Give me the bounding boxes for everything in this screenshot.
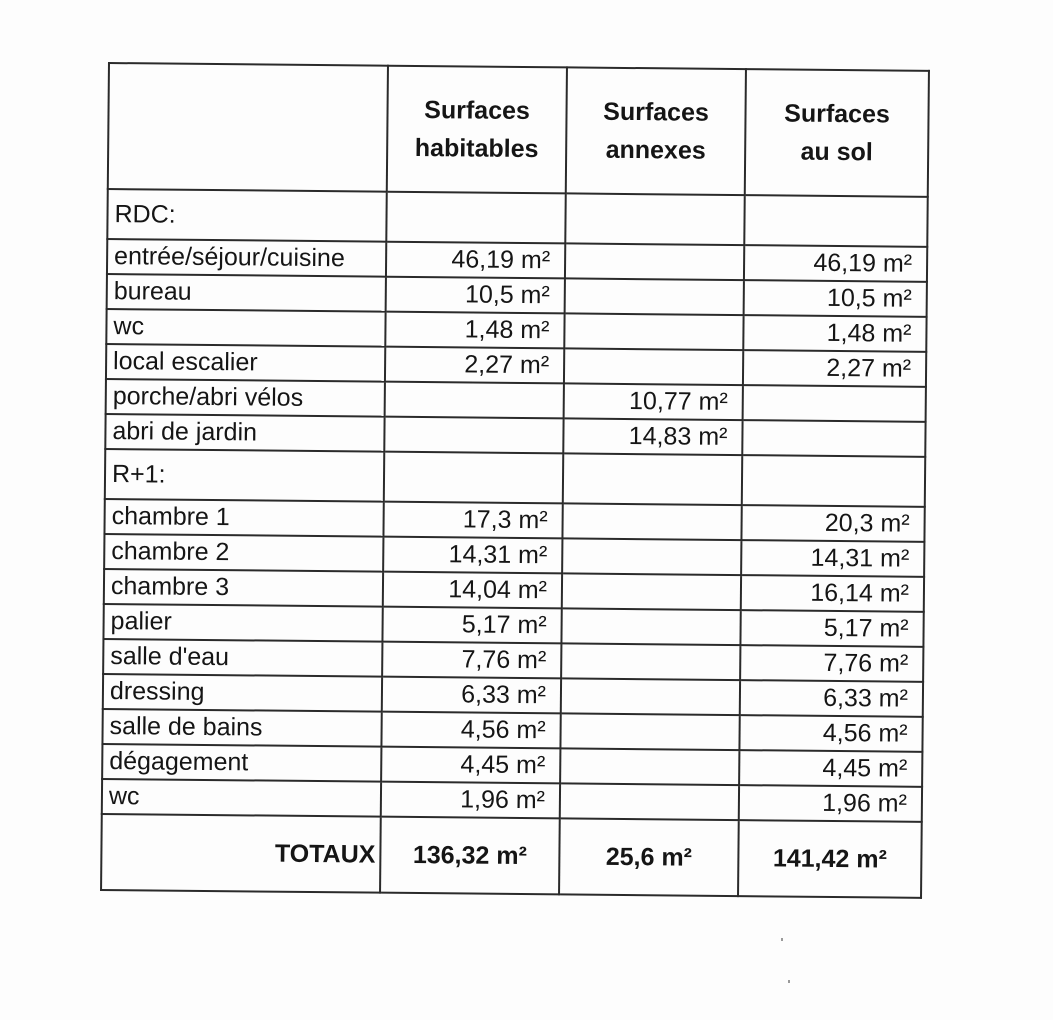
annexe-surface-cell <box>563 453 742 505</box>
room-label: wc <box>102 779 381 817</box>
ground-surface-cell <box>742 455 925 507</box>
header-surfaces-annexes <box>566 67 746 195</box>
total-sol: 141,42 m² <box>738 820 922 898</box>
ground-surface-cell: 1,48 m² <box>743 315 926 352</box>
habitable-surface-cell: 14,04 m² <box>383 572 562 609</box>
annexe-surface-cell: 14,83 m² <box>563 418 742 455</box>
section-label: RDC: <box>107 189 386 242</box>
annexe-surface-cell <box>561 643 740 680</box>
section-label: R+1: <box>105 449 384 502</box>
annexe-surface-cell <box>564 313 743 350</box>
ground-surface-cell: 5,17 m² <box>740 610 923 647</box>
annexe-surface-cell <box>561 678 740 715</box>
ground-surface-cell <box>744 195 927 247</box>
annexe-surface-cell <box>565 193 744 245</box>
room-label: palier <box>103 604 382 642</box>
header-line: Surfaces <box>603 97 709 127</box>
scan-speck <box>788 980 790 983</box>
habitable-surface-cell: 10,5 m² <box>386 277 565 314</box>
room-label: salle de bains <box>102 709 381 747</box>
annexe-surface-cell: 10,77 m² <box>564 383 743 420</box>
header-empty-cell <box>108 63 388 192</box>
habitable-surface-cell: 1,96 m² <box>381 782 560 819</box>
ground-surface-cell: 4,56 m² <box>739 715 922 752</box>
scan-speck <box>781 938 783 941</box>
header-line: habitables <box>414 133 539 164</box>
habitable-surface-cell: 1,48 m² <box>385 312 564 349</box>
habitable-surface-cell: 4,45 m² <box>381 747 560 784</box>
totals-row <box>101 814 922 898</box>
ground-surface-cell <box>742 420 925 457</box>
header-line: au sol <box>800 137 873 167</box>
habitable-surface-cell: 7,76 m² <box>382 642 561 679</box>
habitable-surface-cell <box>385 382 564 419</box>
header-row <box>108 63 929 197</box>
annexe-surface-cell <box>565 278 744 315</box>
total-annexe: 25,6 m² <box>559 818 739 896</box>
habitable-surface-cell: 46,19 m² <box>386 242 565 279</box>
habitable-surface-cell: 5,17 m² <box>382 607 561 644</box>
room-label: chambre 3 <box>104 569 383 607</box>
total-habitable: 136,32 m² <box>380 817 560 895</box>
annexe-surface-cell <box>562 573 741 610</box>
room-label: porche/abri vélos <box>106 379 385 417</box>
room-label: bureau <box>107 274 386 312</box>
ground-surface-cell: 6,33 m² <box>740 680 923 717</box>
header-surfaces-au-sol <box>745 69 929 197</box>
ground-surface-cell: 46,19 m² <box>744 245 927 282</box>
ground-surface-cell: 20,3 m² <box>741 505 924 542</box>
annexe-surface-cell <box>564 348 743 385</box>
totals-label: TOTAUX <box>101 814 381 893</box>
table-header <box>108 63 929 197</box>
table-body <box>101 189 928 898</box>
room-label: salle d'eau <box>103 639 382 677</box>
section-row <box>105 449 925 507</box>
section-row <box>107 189 927 247</box>
annexe-surface-cell <box>561 608 740 645</box>
habitable-surface-cell: 17,3 m² <box>383 502 562 539</box>
room-label: entrée/séjour/cuisine <box>107 239 386 277</box>
ground-surface-cell: 7,76 m² <box>740 645 923 682</box>
ground-surface-cell: 1,96 m² <box>739 785 922 822</box>
habitable-surface-cell: 14,31 m² <box>383 537 562 574</box>
header-surfaces-habitables <box>387 66 567 194</box>
ground-surface-cell <box>743 385 926 422</box>
habitable-surface-cell: 6,33 m² <box>382 677 561 714</box>
surface-table <box>100 62 930 899</box>
header-line: Surfaces <box>784 99 890 129</box>
habitable-surface-cell <box>386 192 565 244</box>
habitable-surface-cell: 4,56 m² <box>381 712 560 749</box>
room-label: wc <box>106 309 385 347</box>
annexe-surface-cell <box>560 713 739 750</box>
ground-surface-cell: 2,27 m² <box>743 350 926 387</box>
room-label: chambre 1 <box>104 499 383 537</box>
habitable-surface-cell <box>384 452 563 504</box>
ground-surface-cell: 16,14 m² <box>741 575 924 612</box>
room-label: local escalier <box>106 344 385 382</box>
annexe-surface-cell <box>560 783 739 820</box>
header-line: annexes <box>605 135 706 165</box>
annexe-surface-cell <box>562 503 741 540</box>
room-label: chambre 2 <box>104 534 383 572</box>
habitable-surface-cell: 2,27 m² <box>385 347 564 384</box>
annexe-surface-cell <box>560 748 739 785</box>
annexe-surface-cell <box>565 243 744 280</box>
room-label: dégagement <box>102 744 381 782</box>
ground-surface-cell: 4,45 m² <box>739 750 922 787</box>
ground-surface-cell: 10,5 m² <box>744 280 927 317</box>
header-line: Surfaces <box>424 96 530 126</box>
ground-surface-cell: 14,31 m² <box>741 540 924 577</box>
room-label: dressing <box>103 674 382 712</box>
room-label: abri de jardin <box>105 414 384 452</box>
annexe-surface-cell <box>562 538 741 575</box>
habitable-surface-cell <box>384 417 563 454</box>
